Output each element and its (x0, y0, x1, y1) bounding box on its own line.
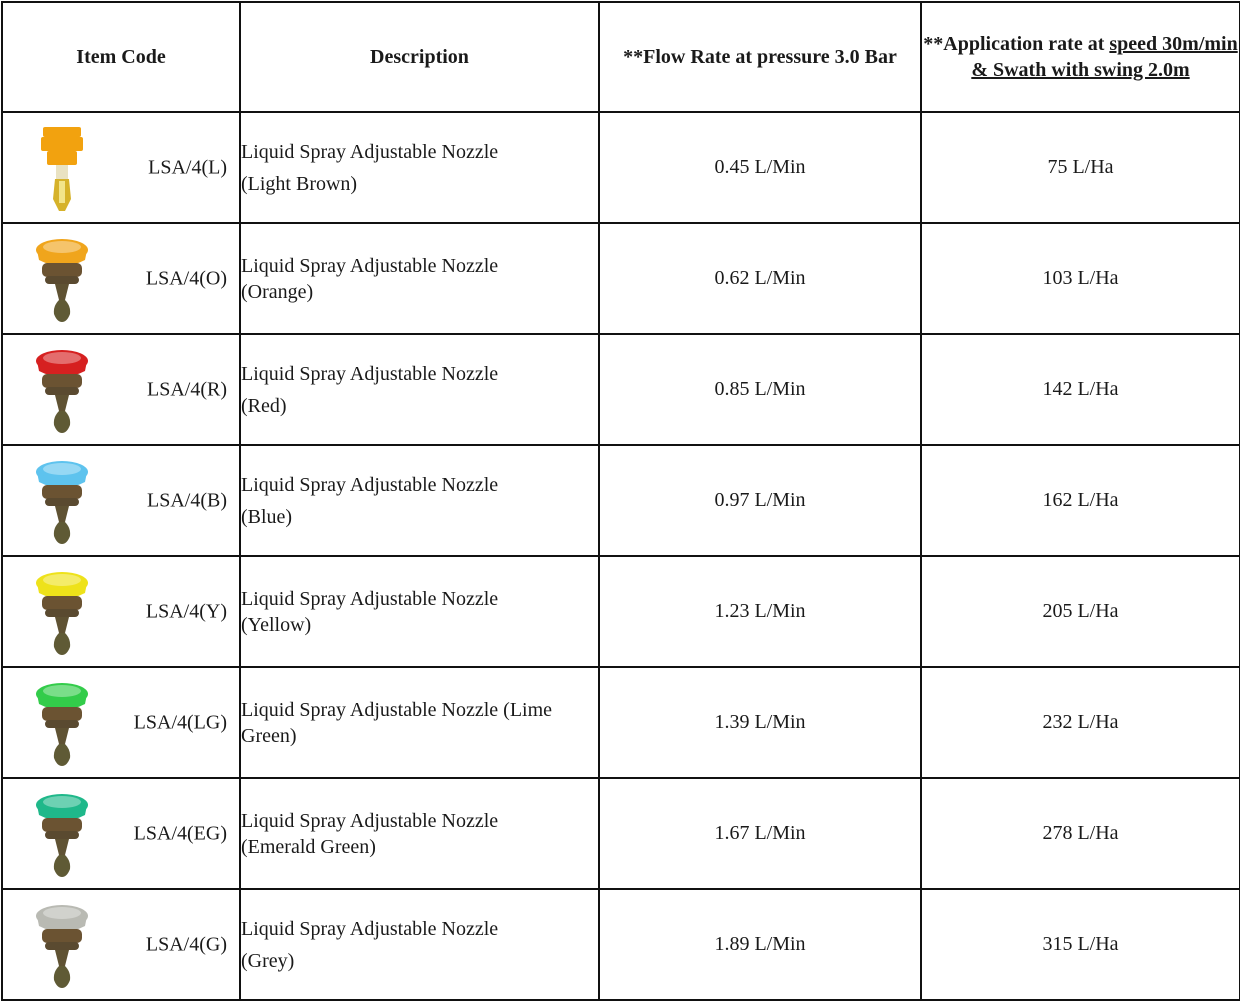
item-code-cell (2, 334, 240, 445)
application-rate-header (921, 2, 1240, 112)
description-cell (240, 889, 599, 1000)
description-line-2: (Orange) (241, 280, 314, 303)
description-line-2: (Grey) (241, 949, 295, 972)
flow-rate-cell: 0.85 L/Min (599, 334, 921, 445)
table-row (2, 223, 1240, 334)
blue-nozzle-icon (33, 458, 91, 546)
application-rate-header-underlined: speed 30m/min & Swath with swing 2.0m (971, 33, 1238, 81)
item-code: LSA/4(R) (147, 378, 227, 400)
flow-rate-cell: 1.67 L/Min (599, 778, 921, 889)
item-code-cell (2, 778, 240, 889)
description-line-2: (Red) (241, 394, 287, 417)
table-row (2, 112, 1240, 223)
red-nozzle-icon (33, 347, 91, 435)
description-line-2: (Light Brown) (241, 172, 358, 195)
item-code: LSA/4(G) (145, 933, 227, 955)
grey-nozzle-icon (33, 902, 91, 990)
item-code-cell (2, 667, 240, 778)
table-row (2, 556, 1240, 667)
description-cell (240, 334, 599, 445)
application-rate-cell: 162 L/Ha (921, 445, 1240, 556)
flow-rate-cell: 0.62 L/Min (599, 223, 921, 334)
application-rate-cell: 278 L/Ha (921, 778, 1240, 889)
description-line-2: (Blue) (241, 505, 293, 528)
emerald-green-nozzle-icon (33, 791, 91, 879)
item-code-header: Item Code (2, 2, 240, 112)
flow-rate-cell: 0.45 L/Min (599, 112, 921, 223)
description-cell (240, 556, 599, 667)
description-line-2: (Emerald Green) (241, 835, 376, 858)
flow-rate-cell: 1.39 L/Min (599, 667, 921, 778)
item-code: LSA/4(LG) (133, 711, 227, 733)
item-code-cell (2, 556, 240, 667)
application-rate-cell: 75 L/Ha (921, 112, 1240, 223)
description-line-1: Liquid Spray Adjustable Nozzle (241, 254, 499, 277)
item-code-cell (2, 112, 240, 223)
lime-green-nozzle-icon (33, 680, 91, 768)
description-cell (240, 445, 599, 556)
description-line-1: Liquid Spray Adjustable Nozzle (241, 587, 499, 610)
yellow-nozzle-icon (33, 569, 91, 657)
description-line-1: Liquid Spray Adjustable Nozzle (241, 917, 499, 940)
description-header: Description (240, 2, 599, 112)
application-rate-cell: 232 L/Ha (921, 667, 1240, 778)
table-row (2, 445, 1240, 556)
orange-nozzle-icon (33, 236, 91, 324)
description-cell (240, 667, 599, 778)
light-brown-nozzle-icon (33, 125, 91, 213)
nozzle-spec-table (1, 1, 1240, 1001)
item-code-cell (2, 445, 240, 556)
flow-rate-cell: 1.23 L/Min (599, 556, 921, 667)
flow-rate-cell: 0.97 L/Min (599, 445, 921, 556)
description-line-1: Liquid Spray Adjustable Nozzle (241, 809, 499, 832)
item-code-cell (2, 223, 240, 334)
item-code: LSA/4(O) (145, 267, 227, 289)
description-line-1: Liquid Spray Adjustable Nozzle (241, 140, 499, 163)
description-line-2: (Yellow) (241, 613, 312, 636)
item-code: LSA/4(L) (148, 156, 227, 178)
description-cell (240, 223, 599, 334)
description-cell (240, 112, 599, 223)
item-code: LSA/4(Y) (145, 600, 227, 622)
description-line-1: Liquid Spray Adjustable Nozzle (Lime (241, 698, 553, 721)
table-row (2, 667, 1240, 778)
description-line-1: Liquid Spray Adjustable Nozzle (241, 473, 499, 496)
item-code: LSA/4(EG) (133, 822, 227, 844)
flow-rate-header: **Flow Rate at pressure 3.0 Bar (599, 2, 921, 112)
header-row (2, 2, 1240, 112)
flow-rate-cell: 1.89 L/Min (599, 889, 921, 1000)
description-cell (240, 778, 599, 889)
description-line-2: Green) (241, 724, 297, 747)
application-rate-cell: 142 L/Ha (921, 334, 1240, 445)
application-rate-cell: 315 L/Ha (921, 889, 1240, 1000)
item-code-cell (2, 889, 240, 1000)
application-rate-cell: 103 L/Ha (921, 223, 1240, 334)
application-rate-header-prefix: **Application rate at (923, 33, 1110, 55)
table-row (2, 778, 1240, 889)
table-row (2, 334, 1240, 445)
table-row (2, 889, 1240, 1000)
item-code: LSA/4(B) (147, 489, 227, 511)
application-rate-cell: 205 L/Ha (921, 556, 1240, 667)
description-line-1: Liquid Spray Adjustable Nozzle (241, 362, 499, 385)
